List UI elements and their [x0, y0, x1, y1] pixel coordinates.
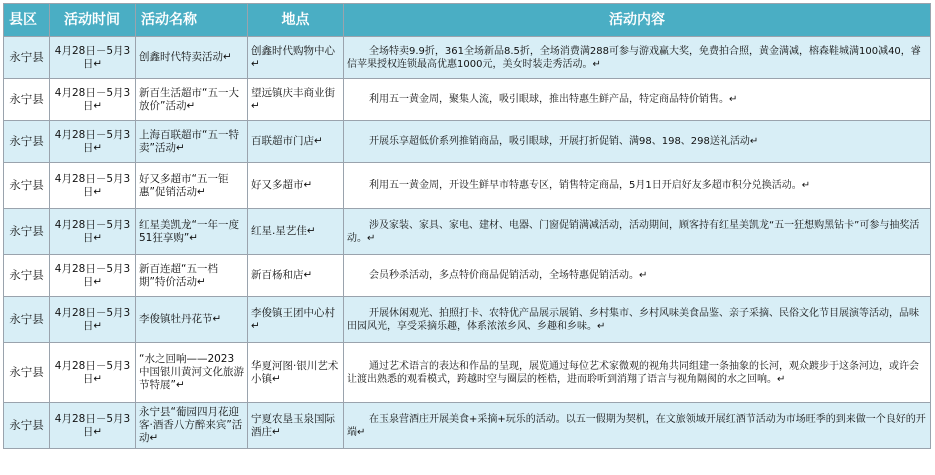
cell-county: 永宁县 — [4, 209, 50, 255]
cell-place: 新百杨和店↵ — [248, 255, 344, 297]
table-row — [4, 163, 931, 209]
cell-time: 4月28日－5月3日↵ — [50, 37, 136, 79]
cell-county: 永宁县 — [4, 37, 50, 79]
cell-place: 华夏河图·银川艺术小镇↵ — [248, 343, 344, 403]
cell-name: 好又多超市“五一钜惠”促销活动↵ — [136, 163, 248, 209]
cell-time: 4月28日－5月3日↵ — [50, 297, 136, 343]
table-row — [4, 121, 931, 163]
cell-county: 永宁县 — [4, 343, 50, 403]
cell-county: 永宁县 — [4, 403, 50, 449]
table-row — [4, 343, 931, 403]
cell-county: 永宁县 — [4, 297, 50, 343]
cell-content: 全场特卖9.9折，361全场新品8.5折，全场消费满288可参与游戏赢大奖，免费拍合照，黄金满减，榕森鞋城满100减40，睿信苹果授权连锁最高优惠1000元，美女时装走秀活动。↵ — [344, 37, 931, 79]
cell-time: 4月28日－5月3日↵ — [50, 163, 136, 209]
cell-place: 李俊镇王团中心村↵ — [248, 297, 344, 343]
cell-name: 李俊镇牡丹花节↵ — [136, 297, 248, 343]
cell-content: 开展乐享超低价系列推销商品，吸引眼球，开展打折促销、满98、198、298送礼活动↵ — [344, 121, 931, 163]
cell-place: 望远镇庆丰商业街↵ — [248, 79, 344, 121]
cell-name: 红星美凯龙“一年一度51狂享购”↵ — [136, 209, 248, 255]
cell-time: 4月28日－5月3日↵ — [50, 121, 136, 163]
table-row — [4, 37, 931, 79]
header-place: 地点 — [248, 4, 344, 37]
cell-county: 永宁县 — [4, 79, 50, 121]
cell-content: 开展休闲观光、拍照打卡、农特优产品展示展销、乡村集市、乡村风味美食品鉴、亲子采摘、民俗文化节目展演等活动，品味田园风光，享受采摘乐趣，体系浓浓乡风、乡趣和乡味。↵ — [344, 297, 931, 343]
cell-place: 好又多超市↵ — [248, 163, 344, 209]
cell-name: 新百生活超市“五一大放价”活动↵ — [136, 79, 248, 121]
cell-content: 通过艺术语言的表达和作品的呈现，展览通过每位艺术家微观的视角共同组建一条抽象的长河，观众踱步于这条河边，或许会让渡出熟悉的观看模式，跨越时空与圈层的桎梏，进而聆听到消翔了语言与视角隔阂的水之回响。↵ — [344, 343, 931, 403]
cell-name: 永宁县“葡园四月花迎客·酒香八方醉来宾”活动↵ — [136, 403, 248, 449]
cell-time: 4月28日－5月3日↵ — [50, 255, 136, 297]
cell-name: 新百连超“五一档期”特价活动↵ — [136, 255, 248, 297]
table-row — [4, 403, 931, 449]
table-row — [4, 79, 931, 121]
cell-place: 百联超市门店↵ — [248, 121, 344, 163]
cell-county: 永宁县 — [4, 121, 50, 163]
cell-content: 利用五一黄金周，开设生鲜早市特惠专区，销售特定商品，5月1日开启好友多超市积分兑换活动。↵ — [344, 163, 931, 209]
header-content: 活动内容 — [344, 4, 931, 37]
cell-time: 4月28日－5月3日↵ — [50, 209, 136, 255]
header-time: 活动时间 — [50, 4, 136, 37]
cell-county: 永宁县 — [4, 255, 50, 297]
cell-time: 4月28日－5月3日↵ — [50, 79, 136, 121]
cell-place: 红星.星艺佳↵ — [248, 209, 344, 255]
cell-content: 在玉泉营酒庄开展美食+采摘+玩乐的活动。以五一假期为契机，在文旅领域开展红酒节活动为市场旺季的到来做一个良好的开端↵ — [344, 403, 931, 449]
cell-name: “水之回响——2023中国银川黄河文化旅游节特展”↵ — [136, 343, 248, 403]
cell-content: 会员秒杀活动，多点特价商品促销活动，全场特惠促销活动。↵ — [344, 255, 931, 297]
cell-name: 上海百联超市“五一特卖”活动↵ — [136, 121, 248, 163]
cell-time: 4月28日－5月3日↵ — [50, 403, 136, 449]
cell-content: 涉及家装、家具、家电、建材、电器、门窗促销满减活动，活动期间，顾客持有红星美凯龙“五一狂想购黑钻卡”可参与抽奖活动。↵ — [344, 209, 931, 255]
table-row — [4, 297, 931, 343]
table-header-row — [4, 4, 931, 37]
cell-place: 创鑫时代购物中心↵ — [248, 37, 344, 79]
activity-table — [3, 3, 931, 449]
cell-name: 创鑫时代特卖活动↵ — [136, 37, 248, 79]
header-name: 活动名称 — [136, 4, 248, 37]
cell-time: 4月28日－5月3日↵ — [50, 343, 136, 403]
cell-place: 宁夏农垦玉泉国际酒庄↵ — [248, 403, 344, 449]
cell-county: 永宁县 — [4, 163, 50, 209]
table-row — [4, 255, 931, 297]
header-county: 县区 — [4, 4, 50, 37]
cell-content: 利用五一黄金周，聚集人流，吸引眼球，推出特惠生鲜产品，特定商品特价销售。↵ — [344, 79, 931, 121]
table-row — [4, 209, 931, 255]
